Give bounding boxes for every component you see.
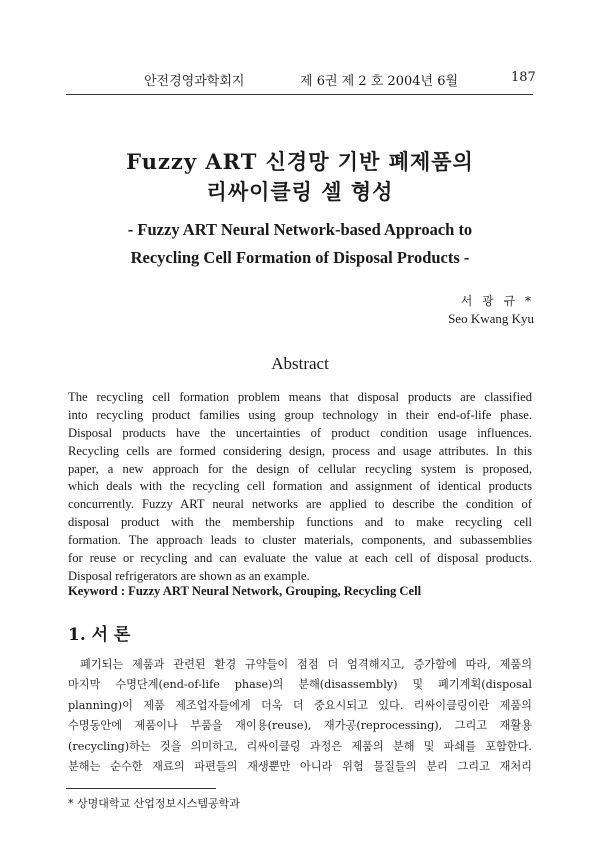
footnote-rule bbox=[66, 788, 216, 789]
section-heading: 1. 서 론 bbox=[68, 625, 131, 645]
body-line: (recycling)하는 것을 의미하고, 리싸이클링 과정은 제품의 분해 및 파쇄를 포함한다. bbox=[68, 739, 532, 753]
korean-title-line-2: 리싸이클링 셀 형성 bbox=[206, 179, 394, 204]
section-body bbox=[68, 655, 532, 777]
abstract-line: Disposal refrigerators are shown as an example. bbox=[68, 568, 310, 583]
abstract-line: for reuse or recycling and can evaluate the value at each cell of disposal products. bbox=[68, 551, 532, 566]
abstract-line: paper, a new approach for the design of cellular recycling system is proposed, bbox=[68, 461, 532, 476]
abstract-line: formation. The approach leads to cluster materials, components, and subassemblies bbox=[68, 533, 532, 548]
abstract-line: Disposal products have the uncertainties of product condition usage influences. bbox=[68, 425, 532, 440]
abstract-line: disposal product with the membership functions and to make recycling cell bbox=[68, 515, 532, 530]
running-header bbox=[0, 70, 600, 94]
abstract-line: which deals with the recycling cell formation and assignment of identical products bbox=[68, 479, 532, 494]
body-line: planning)이 제품 제조업자들에게 더욱 더 중요시되고 있다. 리싸이클링이란 제품의 bbox=[68, 698, 532, 712]
abstract-line: into recycling product families using group technology in their end-of-life phase. bbox=[68, 407, 532, 422]
body-line: 폐기되는 제품과 관련된 환경 규약들이 점점 더 엄격해지고, 증가함에 따라, 제품의 bbox=[80, 658, 532, 671]
author-korean: 서 광 규 * bbox=[460, 294, 534, 308]
page-number: 187 bbox=[511, 70, 536, 85]
abstract-line: concurrently. Fuzzy ART neural networks are applied to describe the condition of bbox=[68, 497, 532, 512]
english-title-line-2: Recycling Cell Formation of Disposal Products - bbox=[130, 248, 470, 267]
footnote: * 상명대학교 산업정보시스템공학과 bbox=[68, 797, 240, 810]
author-english: Seo Kwang Kyu bbox=[448, 311, 534, 326]
body-line: 수명동안에 제품이나 부품을 재이용(reuse), 재가공(reprocessing), 그리고 재활용 bbox=[68, 719, 532, 733]
english-title-line-1: - Fuzzy ART Neural Network-based Approach to bbox=[127, 220, 473, 239]
issue-info: 제 6권 제 2 호 2004년 6월 bbox=[300, 74, 459, 89]
abstract-heading: Abstract bbox=[271, 354, 329, 373]
abstract-line: Recycling cells are formed considering design, process and usage attributes. In this bbox=[68, 443, 532, 458]
keywords: Keyword : Fuzzy ART Neural Network, Grouping, Recycling Cell bbox=[68, 584, 422, 598]
abstract-line: The recycling cell formation problem means that disposal products are classified bbox=[68, 390, 532, 404]
body-line: 마지막 수명단계(end-of-life phase)의 분해(disassembly) 및 폐기계획(disposal bbox=[68, 678, 532, 692]
korean-title-line-1: Fuzzy ART 신경망 기반 폐제품의 bbox=[126, 149, 474, 174]
abstract-body bbox=[68, 389, 532, 586]
header-rule bbox=[66, 94, 533, 95]
journal-name: 안전경영과학회지 bbox=[144, 74, 245, 89]
body-line: 분해는 순수한 재료의 파편들의 재생뿐만 아니라 위험 물질들의 분리 그리고 재처리 bbox=[68, 759, 532, 773]
